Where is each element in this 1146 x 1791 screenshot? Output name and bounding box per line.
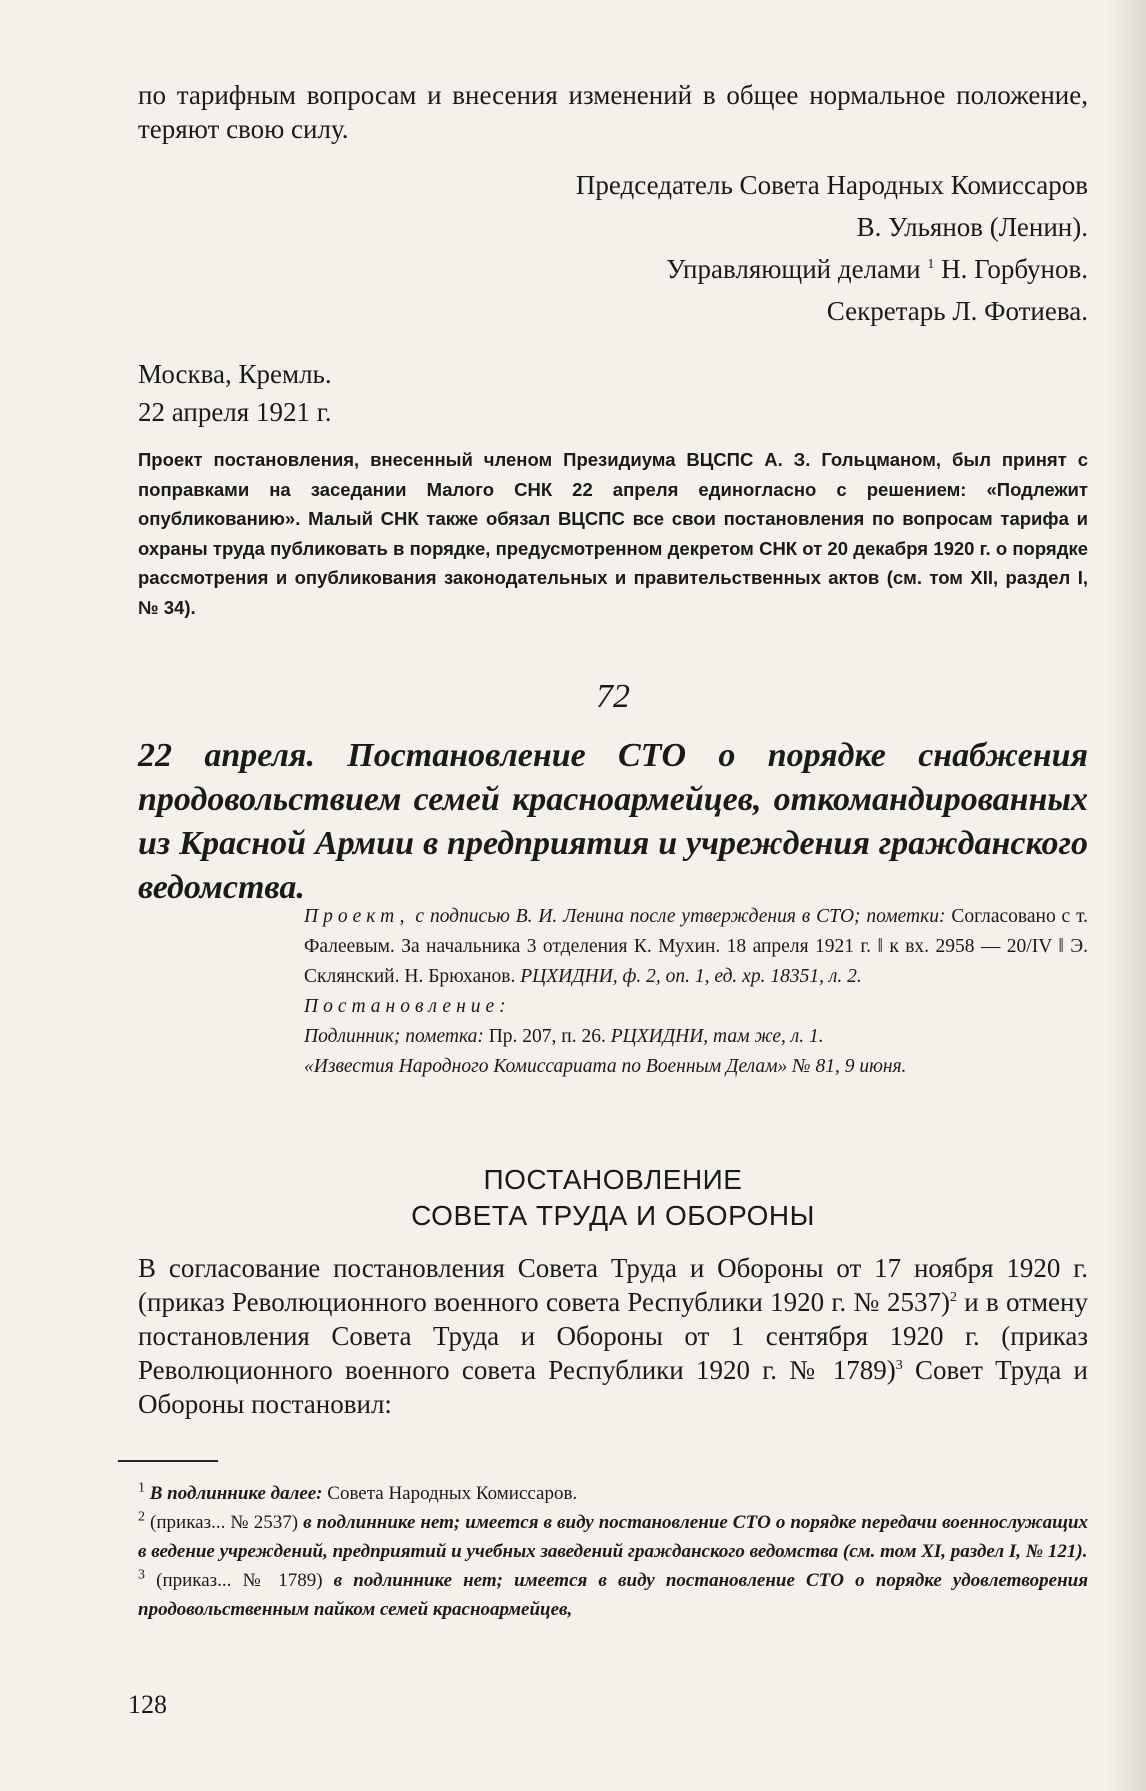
date: 22 апреля 1921 г. bbox=[138, 397, 332, 427]
source-resolution bbox=[304, 992, 1088, 1022]
source-block bbox=[304, 902, 1088, 1082]
note-text: Проект постановления, внесенный членом Президиума ВЦСПС А. З. Гольцманом, был принят с поправками на заседании Малого СНК 22 апреля единогласно с решением: «Подлежит опубликованию». Малый СНК также обязал ВЦСПС все свои постановления по вопросам тарифа и охраны труда публиковать в порядке, предусмотренном декретом СНК от 20 декабря 1920 г. о порядке рассмотрения и опубликования законодательных и правительственных актов (см. том XII, раздел I, № 34). bbox=[138, 449, 1088, 618]
footnote-ref-2: 2 bbox=[950, 1290, 957, 1305]
doc-title-text: 22 апреля. Постановление СТО о порядке снабжения продовольствием семей красноармейцев, откомандированных из Красной Армии в предприятия и учреждения гражданского ведомства. bbox=[138, 737, 1088, 906]
footnote-ref-1: 1 bbox=[927, 257, 935, 272]
manager-name: Н. Горбунов. bbox=[941, 254, 1088, 284]
source-project-label: Проект, bbox=[304, 906, 410, 927]
footnote-2-italic: в подлиннике нет; имеется в виду постановление СТО о порядке передачи военнослужащих в ведение учреждений, предприятий и учебных заведений гражданского ведомства (см. том XI, раздел I, № 121). bbox=[138, 1512, 1089, 1562]
page-edge-shadow bbox=[1106, 0, 1146, 1791]
top-paragraph bbox=[138, 78, 1088, 146]
body-part-1: В согласование постановления Совета Труда и Обороны от 17 ноября 1920 г. (приказ Революционного военного совета Республики 1920 г. № 2537) bbox=[138, 1253, 1088, 1317]
source-original bbox=[304, 1022, 1088, 1052]
footnote-divider bbox=[118, 1460, 218, 1462]
document-title bbox=[138, 734, 1088, 910]
source-project-italic: с подписью В. И. Ленина после утверждения в СТО; пометки: bbox=[415, 906, 946, 927]
footnote-3-italic: в подлиннике нет; имеется в виду постановление СТО о порядке удовлетворения продовольственным пайком семей красноармейцев, bbox=[138, 1570, 1089, 1620]
heading-line-1: ПОСТАНОВЛЕНИЕ bbox=[483, 1164, 743, 1195]
footnote-1 bbox=[138, 1479, 1088, 1508]
manager-line bbox=[138, 248, 1088, 290]
footnote-1-text: Совета Народных Комиссаров. bbox=[322, 1483, 578, 1504]
chair-title: Председатель Совета Народных Комиссаров bbox=[575, 170, 1088, 200]
source-resolution-label: Постановление: bbox=[304, 996, 511, 1017]
resolution-heading bbox=[138, 1162, 1088, 1234]
source-project bbox=[304, 902, 1088, 992]
footnote-2-text: (приказ... № 2537) bbox=[150, 1512, 299, 1533]
place-date bbox=[138, 355, 1088, 431]
body-part-3: Совет Труда и Обороны постановил: bbox=[138, 1355, 1088, 1419]
footnote-num-1: 1 bbox=[138, 1480, 145, 1496]
manager-title: Управляющий делами bbox=[666, 254, 921, 284]
body-part-2: и в отмену постановления Совета Труда и Обороны от 1 сентября 1920 г. (приказ Революционного военного совета Республики 1920 г. № 1789) bbox=[138, 1287, 1088, 1385]
source-publication bbox=[304, 1052, 1088, 1082]
footnotes bbox=[138, 1479, 1088, 1624]
source-project-text: Согласовано с т. Фалеевым. За начальника 3 отделения К. Мухин. 18 апреля 1921 г. ‖ к вх. 2958 — 20/IV ‖ Э. Склянский. Н. Брюханов. bbox=[304, 906, 1089, 987]
editorial-note bbox=[138, 445, 1088, 622]
footnote-3-text: (приказ... № 1789) bbox=[156, 1570, 323, 1591]
place: Москва, Кремль. bbox=[138, 359, 332, 389]
chair-name: В. Ульянов (Ленин). bbox=[856, 212, 1088, 242]
body-text bbox=[138, 1251, 1088, 1421]
footnote-2 bbox=[138, 1508, 1088, 1566]
footnote-3 bbox=[138, 1566, 1088, 1624]
doc-number: 72 bbox=[596, 678, 630, 715]
source-original-italic: Подлинник; пометка: bbox=[304, 1026, 484, 1047]
signature-block bbox=[138, 164, 1088, 332]
source-original-archive: РЦХИДНИ, там же, л. 1. bbox=[610, 1026, 824, 1047]
secretary-line: Секретарь Л. Фотиева. bbox=[826, 296, 1088, 326]
footnote-ref-3: 3 bbox=[895, 1358, 903, 1373]
source-original-text: Пр. 207, п. 26. bbox=[488, 1026, 606, 1047]
document-number bbox=[138, 678, 1088, 716]
footnote-1-italic: В подлиннике далее: bbox=[149, 1483, 323, 1504]
footnote-num-3: 3 bbox=[138, 1567, 145, 1583]
source-project-archive: РЦХИДНИ, ф. 2, оп. 1, ед. хр. 18351, л. 2. bbox=[520, 966, 862, 987]
heading-line-2: СОВЕТА ТРУДА И ОБОРОНЫ bbox=[411, 1200, 815, 1231]
source-publication-text: «Известия Народного Комиссариата по Военным Делам» № 81, 9 июня. bbox=[304, 1056, 907, 1077]
footnote-num-2: 2 bbox=[138, 1509, 145, 1525]
top-text: по тарифным вопросам и внесения изменений в общее нормальное положение, теряют свою силу. bbox=[138, 80, 1088, 144]
body-paragraph bbox=[138, 1251, 1088, 1421]
page-number: 128 bbox=[128, 1690, 167, 1719]
